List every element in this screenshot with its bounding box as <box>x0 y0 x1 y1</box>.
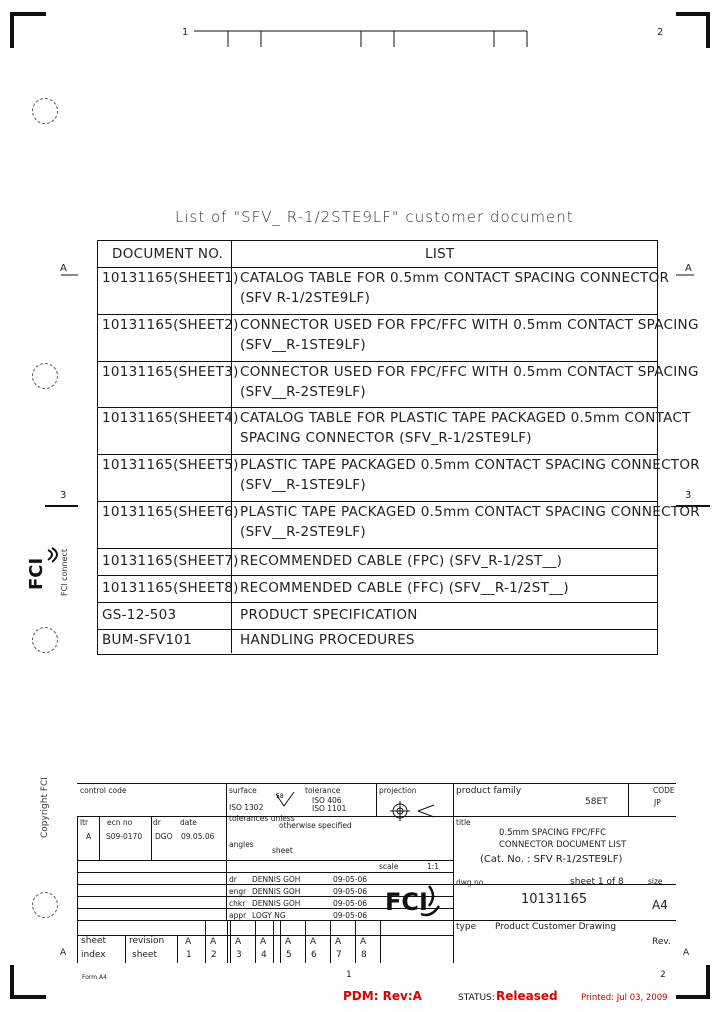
sheet-rev: A <box>310 937 317 947</box>
sheet-col-divider <box>280 920 281 963</box>
angles-label: angles <box>229 840 254 849</box>
sheet-rev: A <box>210 937 217 947</box>
code-label: CODE <box>653 786 675 795</box>
sheet-num: 2 <box>211 950 217 960</box>
table-row-divider <box>97 575 657 576</box>
sign-name: DENNIS GOH <box>252 887 301 896</box>
title-line-3: (Cat. No. : SFV R-1/2STE9LF) <box>480 854 623 865</box>
sheet-rev: A <box>260 937 267 947</box>
row-marker-3-left: 3 <box>60 490 67 501</box>
title-line-2: CONNECTOR DOCUMENT LIST <box>499 840 627 850</box>
document-number: 10131165(SHEET4) <box>102 410 239 426</box>
col-marker-2: 2 <box>657 27 664 38</box>
sheet-rev: A <box>360 937 367 947</box>
rev-value-left: A <box>60 948 67 958</box>
pdm-revision: PDM: Rev:A <box>343 989 422 1003</box>
sheet-col-divider <box>305 920 306 963</box>
document-description: PLASTIC TAPE PACKAGED 0.5mm CONTACT SPACING CONNECTOR <box>240 504 700 520</box>
size-value: A4 <box>652 898 668 912</box>
date-label: date <box>180 818 197 827</box>
sheet-col-divider <box>355 920 356 963</box>
document-description: (SFV__R-1STE9LF) <box>240 337 366 353</box>
type-value: Product Customer Drawing <box>495 922 617 932</box>
sheet-of: sheet 1 of 8 <box>570 877 624 887</box>
status-value: Released <box>496 989 558 1003</box>
printed-date: Printed: Jul 03, 2009 <box>581 993 668 1003</box>
sheet-rev: A <box>285 937 292 947</box>
punch-hole <box>32 627 58 653</box>
fci-side-logo-icon <box>20 546 60 592</box>
document-number: 10131165(SHEET3) <box>102 364 239 380</box>
punch-hole <box>32 363 58 389</box>
status-label: STATUS: <box>458 993 495 1003</box>
sign-date: 09-05-06 <box>333 911 368 920</box>
tol-note-1: tolerances unless <box>229 814 295 823</box>
document-description: CATALOG TABLE FOR 0.5mm CONTACT SPACING CONNECTOR <box>240 270 670 286</box>
tolerance-label: tolerance <box>305 786 341 795</box>
document-number: 10131165(SHEET1) <box>102 270 239 286</box>
table-row-divider <box>97 407 657 408</box>
scale-value: 1:1 <box>427 862 440 871</box>
document-description: RECOMMENDED CABLE (FFC) (SFV__R-1/2ST__) <box>240 579 569 596</box>
table-row-divider <box>97 629 657 630</box>
table-row-divider <box>97 361 657 362</box>
bottom-marker-1: 1 <box>346 970 352 980</box>
header-list: LIST <box>425 246 455 262</box>
ecn-label: ecn no <box>107 818 133 827</box>
sheet-col-divider <box>380 920 381 963</box>
sheet-col-divider <box>230 920 231 963</box>
sheet-col-divider <box>205 920 206 963</box>
page-title: List of "SFV_ R-1/2STE9LF" customer document <box>175 208 574 226</box>
dr-label: dr <box>153 818 161 827</box>
sign-role: engr <box>229 887 247 896</box>
svg-text:58: 58 <box>276 793 284 800</box>
sign-role: appr <box>229 911 247 920</box>
document-description: (SFV__R-2STE9LF) <box>240 384 366 400</box>
surface-label: surface <box>229 786 257 795</box>
rev-row-ecn: S09-0170 <box>106 832 143 841</box>
table-row-divider <box>97 454 657 455</box>
col-marker-1: 1 <box>182 27 189 38</box>
dwg-number: 10131165 <box>521 892 588 907</box>
document-description: HANDLING PROCEDURES <box>240 632 415 648</box>
type-label: type <box>456 922 477 932</box>
ltr-label: ltr <box>80 818 89 827</box>
size-label: size <box>648 877 663 886</box>
product-family-value: 58ET <box>585 797 608 807</box>
document-number: 10131165(SHEET7) <box>102 552 239 569</box>
sign-role: chkr <box>229 899 246 908</box>
sheet-rev: A <box>185 937 192 947</box>
title-line-1: 0.5mm SPACING FPC/FFC <box>499 828 607 838</box>
document-number: 10131165(SHEET5) <box>102 457 239 473</box>
header-document-no: DOCUMENT NO. <box>112 246 224 262</box>
row-marker-a-right: A <box>685 263 692 274</box>
title-label: title <box>456 818 471 827</box>
punch-hole <box>32 98 58 124</box>
product-family-label: product family <box>456 786 522 796</box>
sheet-label: sheet <box>132 950 157 960</box>
rev-label: Rev. <box>652 937 671 947</box>
rev-row-ltr: A <box>86 832 92 841</box>
bottom-marker-2: 2 <box>660 970 666 980</box>
sheet-col-divider <box>255 920 256 963</box>
revision-label: revision <box>129 936 165 946</box>
document-number: 10131165(SHEET2) <box>102 317 239 333</box>
sign-date: 09-05-06 <box>333 899 368 908</box>
document-number: BUM-SFV101 <box>102 632 192 648</box>
table-header-line <box>97 267 657 268</box>
title-block <box>77 783 676 963</box>
document-description: PRODUCT SPECIFICATION <box>240 606 418 623</box>
surface-finish-icon <box>274 790 296 810</box>
tol-note-2: otherwise specified <box>279 821 352 830</box>
sign-date: 09-05-06 <box>333 887 368 896</box>
row-marker-3-right: 3 <box>685 490 692 501</box>
sheet-num: 3 <box>236 950 242 960</box>
sheet-num: 1 <box>186 950 192 960</box>
index-label: index <box>81 950 106 960</box>
document-description: CONNECTOR USED FOR FPC/FFC WITH 0.5mm CONTACT SPACING <box>240 364 699 380</box>
document-description: (SFV__R-1STE9LF) <box>240 477 366 493</box>
table-row-divider <box>97 501 657 502</box>
sheet-rev: A <box>335 937 342 947</box>
document-description: (SFV__R-2STE9LF) <box>240 524 366 540</box>
table-row-divider <box>97 548 657 549</box>
surface-value: ISO 1302 <box>229 803 264 812</box>
projection-icon <box>390 800 440 822</box>
document-number: 10131165(SHEET6) <box>102 504 239 520</box>
sign-date: 09-05-06 <box>333 875 368 884</box>
form-label: Form A4 <box>82 974 107 981</box>
sheet-num: 5 <box>286 950 292 960</box>
rev-value: A <box>683 948 690 958</box>
rev-row-date: 09.05.06 <box>181 832 215 841</box>
dwg-label: dwg no <box>456 878 484 887</box>
sheet-num: 8 <box>361 950 367 960</box>
sheet-num: 7 <box>336 950 342 960</box>
punch-hole <box>32 892 58 918</box>
row-marker-a-left: A <box>60 263 67 274</box>
code-value: JP <box>654 798 661 807</box>
sign-name: LOGY NG <box>252 911 286 920</box>
side-logo-sub: FCI connect <box>60 549 69 596</box>
document-description: (SFV R-1/2STE9LF) <box>240 290 371 306</box>
rev-row-dr: DGO <box>155 832 173 841</box>
sign-name: DENNIS GOH <box>252 899 301 908</box>
sheet-label-mid: sheet <box>272 846 293 855</box>
scale-label: scale <box>379 862 399 871</box>
document-number: GS-12-503 <box>102 606 177 623</box>
sign-role: dr <box>229 875 237 884</box>
sign-name: DENNIS GOH <box>252 875 301 884</box>
table-row-divider <box>97 602 657 603</box>
sheet-rev: A <box>235 937 242 947</box>
document-description: CONNECTOR USED FOR FPC/FFC WITH 0.5mm CONTACT SPACING <box>240 317 699 333</box>
document-number: 10131165(SHEET8) <box>102 579 239 596</box>
control-code-label: control code <box>80 786 127 795</box>
fci-logo-icon <box>385 880 443 924</box>
svg-text:FCI: FCI <box>385 888 428 916</box>
tolerance-val-2: ISO 1101 <box>312 804 347 813</box>
tolerance-val-1: ISO 406 <box>312 796 342 805</box>
document-description: SPACING CONNECTOR (SFV_R-1/2STE9LF) <box>240 430 532 446</box>
table-row-divider <box>97 314 657 315</box>
document-description: PLASTIC TAPE PACKAGED 0.5mm CONTACT SPACING CONNECTOR <box>240 457 700 473</box>
sheet-num: 4 <box>261 950 267 960</box>
sheet-num: 6 <box>311 950 317 960</box>
sheet-row-label: sheet <box>81 936 106 946</box>
projection-label: projection <box>379 786 417 795</box>
document-description: CATALOG TABLE FOR PLASTIC TAPE PACKAGED 0.5mm CONTACT <box>240 410 691 426</box>
svg-text:FCI: FCI <box>26 557 47 590</box>
document-description: RECOMMENDED CABLE (FPC) (SFV_R-1/2ST__) <box>240 552 563 569</box>
sheet-col-divider <box>330 920 331 963</box>
copyright: Copyright FCI <box>40 777 50 838</box>
